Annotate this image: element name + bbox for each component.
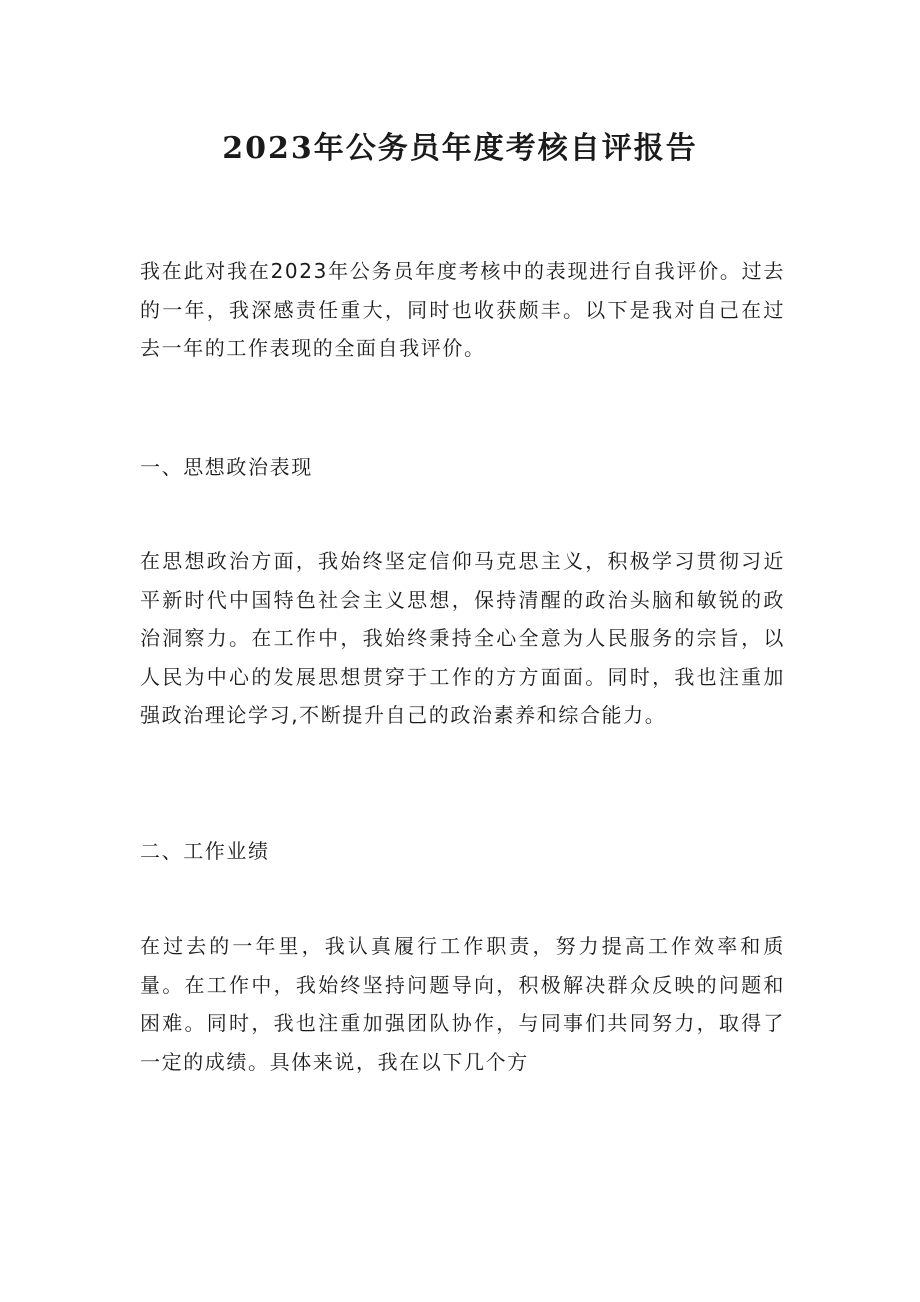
section-body-performance: 在过去的一年里，我认真履行工作职责，努力提高工作效率和质量。在工作中，我始终坚持问题导向，积极解决群众反映的问题和困难。同时，我也注重加强团队协作，与同事们共同努力，取得了一定的成绩。具体来说，我在以下几个方 <box>140 934 785 1074</box>
intro-paragraph: 我在此对我在2023年公务员年度考核中的表现进行自我评价。过去的一年，我深感责任重大，同时也收获颇丰。以下是我对自己在过去一年的工作表现的全面自我评价。 <box>140 259 785 360</box>
section-body-political: 在思想政治方面，我始终坚定信仰马克思主义，积极学习贯彻习近平新时代中国特色社会主义思想，保持清醒的政治头脑和敏锐的政治洞察力。在工作中，我始终秉持全心全意为人民服务的宗旨，以人民为中心的发展思想贯穿于工作的方方面面。同时，我也注重加强政治理论学习,不断提升自己的政治素养和综合能力。 <box>140 549 785 727</box>
document-title: 2023年公务员年度考核自评报告 <box>222 131 698 166</box>
section-heading-political: 一、思想政治表现 <box>140 455 313 479</box>
section-heading-performance: 二、工作业绩 <box>140 839 270 863</box>
